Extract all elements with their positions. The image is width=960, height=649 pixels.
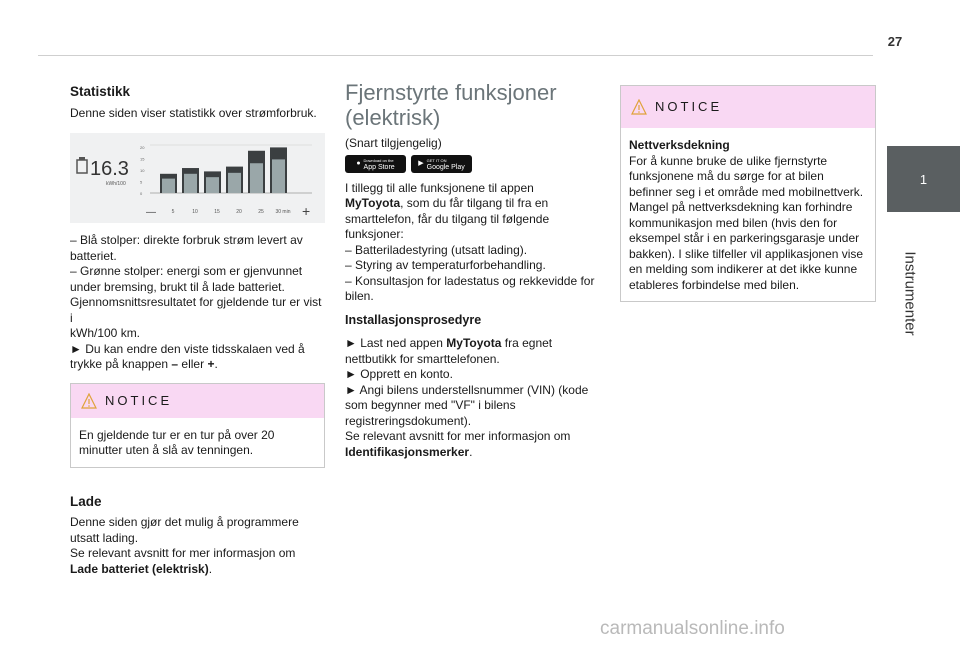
column-statistics bbox=[70, 80, 325, 577]
id-reference bbox=[345, 429, 595, 460]
y-tick-label: 0 bbox=[140, 191, 143, 196]
install-step-3: ► Angi bilens understellsnummer (VIN) (kode som begynner med "VF" i bilens registreringsdokument). bbox=[345, 382, 589, 428]
app-store-text bbox=[364, 157, 395, 171]
x-tick-label: 30 min bbox=[275, 209, 291, 215]
column-notice bbox=[620, 80, 876, 302]
google-play-text bbox=[427, 157, 465, 171]
lade-reference bbox=[70, 546, 325, 577]
x-tick-label: 25 bbox=[258, 209, 264, 215]
timescale-hint-line2: trykke på knappen bbox=[70, 357, 172, 371]
y-tick-label: 10 bbox=[140, 168, 145, 173]
consumption-value: 16.3 bbox=[90, 158, 129, 180]
x-tick-label: 5 bbox=[171, 209, 175, 215]
regen-bar bbox=[206, 177, 219, 193]
regen-bar bbox=[162, 179, 175, 193]
install-step-1 bbox=[345, 336, 595, 367]
network-heading: Nettverksdekning bbox=[629, 138, 730, 152]
regen-bar bbox=[228, 173, 241, 193]
availability-note: (Snart tilgjengelig) bbox=[345, 136, 442, 150]
battery-icon bbox=[77, 157, 87, 173]
notice-box-network bbox=[620, 85, 876, 302]
explanation-line: under bremsing, brukt til å lade batteriet. bbox=[70, 279, 285, 294]
x-tick-label: 10 bbox=[192, 209, 198, 215]
explanation-line: batteriet. bbox=[70, 248, 117, 263]
heading-lade: Lade bbox=[70, 493, 102, 509]
lade-reference-link[interactable]: Lade batteriet (elektrisk) bbox=[70, 561, 209, 576]
app-store-small: Download on the bbox=[363, 157, 394, 163]
install-step-2: ► Opprett en konto. bbox=[345, 367, 453, 381]
app-store-badge[interactable] bbox=[345, 155, 406, 173]
title-line1: Fjernstyrte funksjoner bbox=[345, 80, 557, 105]
feature-item: – Konsultasjon for ladestatus og rekkevidde for bilen. bbox=[345, 273, 595, 303]
remote-intro-post: , som du får tilgang til fra en smarttelefon, får du tilgang til følgende funksjoner: bbox=[345, 196, 550, 241]
y-tick-label: 5 bbox=[140, 179, 143, 185]
remote-intro bbox=[345, 181, 595, 243]
chapter-label: Instrumenter bbox=[901, 251, 919, 336]
x-tick-label: 15 bbox=[214, 209, 220, 215]
consumption-unit: kWh/100 bbox=[106, 181, 126, 187]
notice-header bbox=[621, 86, 875, 128]
column-remote-functions bbox=[345, 80, 595, 460]
remote-functions-title bbox=[345, 80, 595, 130]
feature-item: – Styring av temperaturforbehandling. bbox=[345, 258, 546, 272]
y-tick-label: 20 bbox=[140, 145, 145, 150]
google-play-label: Google Play bbox=[426, 163, 465, 171]
id-reference-link[interactable]: Identifikasjonsmerker bbox=[345, 444, 470, 459]
timescale-hint-mid: eller bbox=[178, 357, 208, 371]
notice-body bbox=[621, 128, 875, 301]
zoom-in-button: + bbox=[302, 203, 311, 219]
heading-statistikk: Statistikk bbox=[70, 84, 131, 99]
chapter-tab[interactable]: 1 bbox=[887, 146, 960, 212]
install-step-1-post: fra egnet nettbutikk for smarttelefonen. bbox=[345, 336, 553, 366]
consumption-screen bbox=[70, 133, 325, 223]
timescale-hint-line1: ► Du kan endre den viste tidsskalaen ved å bbox=[70, 341, 305, 356]
network-text: For å kunne bruke de ulike fjernstyrte funksjonene må du sørge for at bilen befinner seg i et område med mobilnettverk. Mangel på nettverksdekning kan forhindre kommunikasjon med bilen (hvis den for eksempel står i en parkeringsgarasje under bakken). I slike tilfeller vil applikasjonen vise en melding som indikerer at det ikke kunne etableres forbindelse med bilen. bbox=[629, 153, 864, 292]
heading-installation: Installasjonsprosedyre bbox=[345, 312, 482, 327]
install-step-1-pre: ► Last ned appen bbox=[345, 336, 447, 350]
explanation-line: – Grønne stolper: energi som er gjenvunnet bbox=[70, 264, 303, 278]
timescale-hint bbox=[70, 342, 325, 373]
top-rule bbox=[38, 55, 873, 56]
statistics-intro: Denne siden viser statistikk over strømforbruk. bbox=[70, 105, 317, 120]
x-tick-label: 20 bbox=[236, 209, 242, 215]
warning-icon bbox=[81, 393, 97, 409]
y-tick-label: 15 bbox=[140, 156, 145, 162]
remote-intro-pre: I tillegg til alle funksjonene til appen bbox=[345, 180, 534, 195]
google-play-small: GET IT ON bbox=[426, 157, 447, 163]
google-play-badge[interactable] bbox=[411, 155, 472, 173]
lade-reference-text: Se relevant avsnitt for mer informasjon om bbox=[70, 546, 296, 560]
timescale-hint-end: . bbox=[214, 357, 218, 371]
feature-item: – Batteriladestyring (utsatt lading). bbox=[345, 242, 528, 257]
notice-header bbox=[71, 384, 324, 418]
install-app-name: MyToyota bbox=[446, 336, 502, 350]
id-reference-end: . bbox=[469, 444, 473, 459]
explanation-line: – Blå stolper: direkte forbruk strøm levert av bbox=[70, 233, 303, 247]
bar-explanation bbox=[70, 233, 325, 342]
play-icon: ▶ bbox=[418, 159, 424, 167]
title-line2: (elektrisk) bbox=[345, 105, 441, 130]
app-store-label: App Store bbox=[363, 163, 395, 171]
zoom-out-button: — bbox=[146, 207, 156, 218]
page-number: 27 bbox=[887, 34, 903, 49]
explanation-line: Gjennomsnittsresultatet for gjeldende tur er vist i bbox=[70, 295, 322, 325]
notice-title: NOTICE bbox=[655, 99, 723, 115]
regen-bar bbox=[184, 174, 197, 193]
regen-bar bbox=[250, 163, 263, 193]
regen-bar bbox=[272, 159, 285, 193]
notice-title: NOTICE bbox=[105, 392, 173, 408]
feature-list bbox=[345, 243, 595, 305]
warning-icon bbox=[631, 99, 647, 115]
id-reference-pre: Se relevant avsnitt for mer informasjon om bbox=[345, 429, 571, 443]
notice-box-trip bbox=[70, 383, 325, 468]
store-badges bbox=[345, 155, 595, 173]
explanation-line: kWh/100 km. bbox=[70, 326, 141, 340]
consumption-chart bbox=[70, 133, 325, 223]
plus-key-label: + bbox=[207, 357, 215, 371]
minus-key-label: – bbox=[171, 357, 179, 371]
apple-icon: ● bbox=[356, 159, 361, 167]
app-name: MyToyota bbox=[345, 196, 401, 210]
lade-text: Denne siden gjør det mulig å programmere utsatt lading. bbox=[70, 515, 299, 545]
footer-watermark: carmanualsonline.info bbox=[600, 618, 785, 639]
notice-body: En gjeldende tur er en tur på over 20 minutter uten å slå av tenningen. bbox=[79, 427, 275, 457]
lade-reference-end: . bbox=[208, 561, 213, 576]
